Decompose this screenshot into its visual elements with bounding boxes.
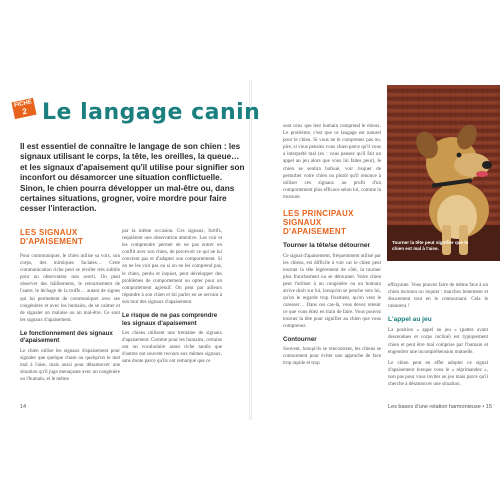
intro-paragraph: Il est essentiel de connaître le langage de son chien : les signaux utilisant le corps, la tête, les oreilles, la queue… et les signaux d'apaisement qu'il utilise pour signifier son inconfort ou désamorcer une situation conflictuelle. Sinon, le chien pourra développer un mal-être ou, dans certaines situations, grogner, voire mordre pour faire cesser l'interaction. [20,142,245,214]
section-paragraph: Le chien utilise les signaux d'apaisement pour signaler que quelque chose ou quelqu'un le met mal à l'aise, mais aussi pour désamorcer une situation qu'il juge menaçante avec un congénère ou l'humain, et le même [20,347,120,383]
photo-caption: Tourner la tête peut signifier que le chien est mal à l'aise. [392,240,469,251]
fiche-tag-number: 2 [21,106,28,117]
dog-photo [387,85,500,261]
left-column-2 [122,228,222,366]
section-paragraph: Le chien peut en effet adopter ce signal d'apaisement lorsque vous le « réprimandez », non pas pour vous inviter au jeu mais parce qu'il cherche à désamorcer une situation. [388,359,488,388]
page-number-right: 15 [485,404,492,410]
page-title: Le langage canin [42,100,261,125]
section-paragraph: effrayante. Vous pouvez faire de même face à un chien inconnu ou inquiet : marchez lentement et doucement tout en le contournant. Cela le rassurera ! [388,282,488,310]
running-footer [388,404,492,410]
left-column-1 [20,228,120,383]
subheading-tourner-tete: Tourner la tête/se détourner [283,242,371,250]
subheading-fonctionnement: Le fonctionnement des signaux d'apaisement [20,329,113,345]
footer-text: Les bases d'une relation harmonieuse [388,404,481,410]
section-heading-signaux: LES SIGNAUX D'APAISEMENT [20,228,84,246]
right-column-1 [283,123,381,367]
subheading-contourner: Contourner [283,335,317,343]
section-paragraph: La position « appel au jeu » (pattes avant descendues et corps incliné) est typiquement chien et peut être mal comprise par l'humain et engendrer une incompréhension mutuelle. [388,327,488,355]
subheading-risque: Le risque de ne pas comprendre les signaux d'apaisement [122,312,218,327]
section-heading-principaux: LES PRINCIPAUX SIGNAUX D'APAISEMENT [283,209,354,237]
section-paragraph: par la même occasion. Ces signaux, furtifs, requièrent une observation attentive. Les voir et les comprendre permet de ne pas entrer en conflit avec son chien, de percevoir ce qui ne lui convient pas et d'adapter son comportement. Si on ne les voit pas ou si on ne les comprend pas, le chien, perdu et inquiet, peut développer des problèmes de comportement ou opter pour un comportement agressif. On peut par ailleurs répondre à son chien et lui parler en se servant à son tour des signaux d'apaisement. [122,228,222,305]
dog-illustration [387,85,500,261]
section-paragraph: Pour communiquer, le chien utilise sa voix, son corps, des mimiques faciales… Cette communication riche peut se révéler très subtile pour un observateur non averti. On peut observer des bâillements, le retournement de l'autre, le léchage de la truffe… autant de signes qui lui permettent de communiquer avec ses congénères et avec les humains, de se calmer et de signaler un malaise ou un mal-être. Ce sont les signaux d'apaisement. [20,253,120,323]
fiche-tag [11,98,36,119]
section-paragraph: sont ceux que leur humain comprend le mieux. Le problème, c'est que ce langage est naturel pour le chien. Si vous ne le comprenez pas ou, pire, si vous pensiez vous chien parce qu'il vous a interprété mal (ex : vous pensez qu'il fait un appel au jeu alors que vous lui faites peur), le chien se sentira bafoué, voir risquer de perturber votre chien ou plutôt qu'il renonce à utiliser ces signaux au profit d'un comportement plus efficace selon lui, comme la morsure. [283,123,381,200]
right-column-2 [388,282,488,388]
section-paragraph: Ce signal d'apaisement, fréquemment utilisé par les chiens, est difficile à voir car le chien peut tourner la tête légèrement de côté, la tourner plus franchement ou se détourner. Votre chien peut l'utiliser à un congénère ou un humain arrive droit sur lui, lorsqu'on se penche vers lui, qu'on le regarde trop fixement, qu'on veut le caresser… Dans ces cas-là, vous devez retenir ce que vous étiez en train de faire. Vous pouvez tourner la tête pour signifier au chien que vous comprenez. [283,252,381,330]
page-number-left: 14 [20,404,27,410]
footer-separator: • [482,404,486,410]
section-paragraph: Souvent, lorsqu'ils se rencontrent, les chiens se contournent pour éviter une approche de face trop rapide et trop [283,346,381,367]
section-paragraph: Les chiens utilisent une trentaine de signaux d'apaisement. Comme pour les humains, certains ont un vocabulaire assez riche tandis que d'autres ont souvent recours aux mêmes signaux, sans doute parce qu'ils ont remarqué que ce [122,330,222,365]
page-gutter [249,80,252,420]
fiche-tag-label: FICHE [13,99,33,109]
subheading-appel-jeu: L'appel au jeu [388,316,432,324]
